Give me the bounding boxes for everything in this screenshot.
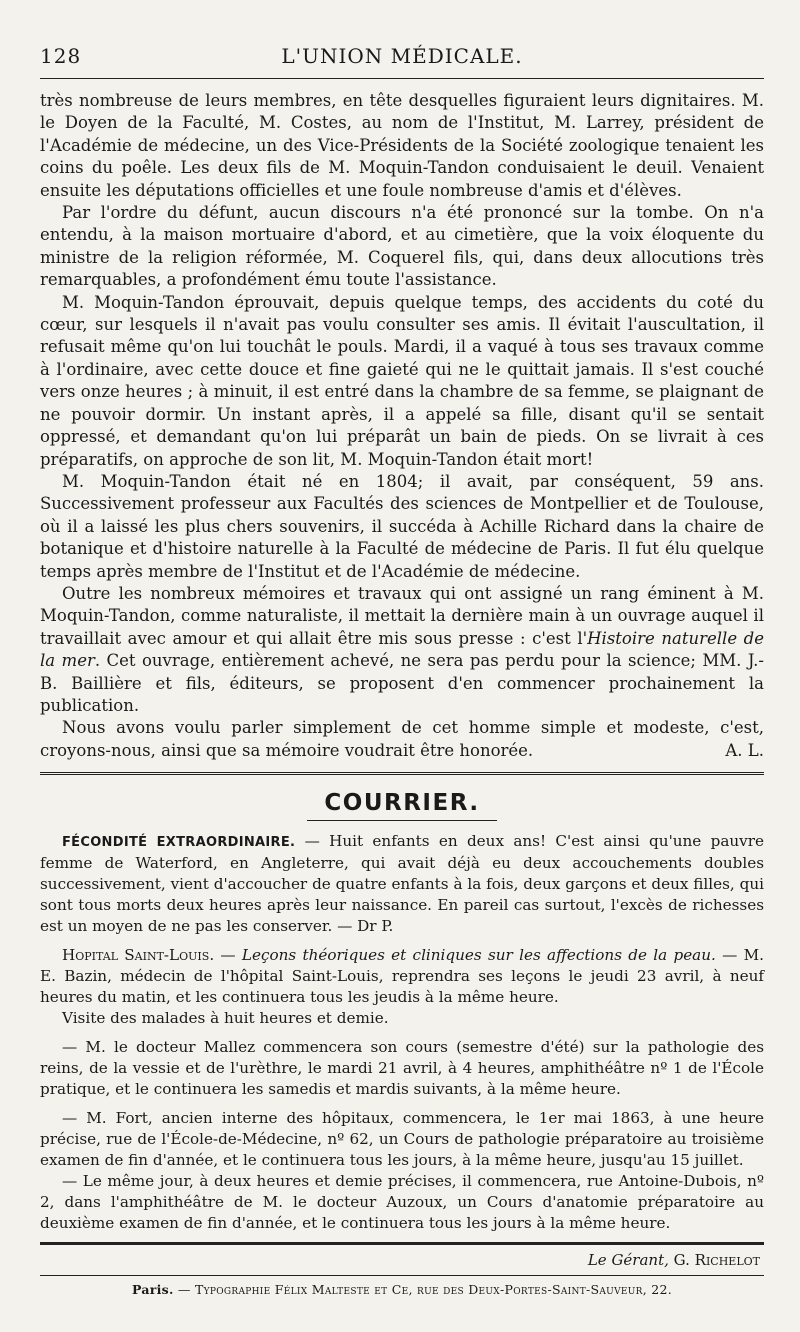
section-divider bbox=[40, 772, 764, 778]
courrier-item-saint-louis bbox=[40, 945, 764, 1008]
item-text: — Huit enfants en deux ans! C'est ainsi qu'une pauvre femme de Waterford, en Angleterre, qui avait déjà eu deux accouchements doubles successivement, vient d'accoucher de quatre enfants à la fois, deux garçons et deux filles, qui sont tous morts deux heures après leur naissance. En pareil cas surtout, l'excès de richesses est un moyen de ne pas les conserver. — Dr P. bbox=[40, 832, 764, 936]
courrier-item-visite: Visite des malades à huit heures et demie. bbox=[62, 1009, 389, 1028]
courrier-section bbox=[40, 831, 764, 1234]
spacer bbox=[40, 1100, 764, 1108]
footer-rule bbox=[40, 1242, 764, 1245]
item-course-title: Leçons théoriques et cliniques sur les affections de la peau. bbox=[241, 946, 716, 965]
journal-title: L'UNION MÉDICALE. bbox=[281, 44, 523, 68]
gerant-name: G. Richelot bbox=[673, 1251, 760, 1270]
page-number: 128 bbox=[40, 44, 82, 68]
article-paragraph-2: Par l'ordre du défunt, aucun discours n'a été prononcé sur la tombe. On n'a entendu, à la maison mortuaire d'abord, et au cimetière, que la voix éloquente du ministre de la religion réformée, M. Coquerel fils, qui, dans deux allocutions très remarquables, a profondément ému toute l'assistance. bbox=[40, 203, 764, 290]
p5-text-start: Outre les nombreux mémoires et travaux qui ont assigné un rang éminent à M. Moquin-Tandon, comme naturaliste, il mettait la dernière main à un ouvrage auquel il travaillait avec amour et qui allait être mis sous presse : c'est l' bbox=[40, 583, 764, 648]
obituary-article bbox=[40, 90, 764, 762]
item-lead: Hopital Saint-Louis. bbox=[62, 946, 215, 965]
imprint-text: — Typographie Félix Malteste et Ce, rue des Deux-Portes-Saint-Sauveur, 22. bbox=[173, 1282, 673, 1298]
article-paragraph-3: M. Moquin-Tandon éprouvait, depuis quelque temps, des accidents du coté du cœur, sur lesquels il n'avait pas voulu consulter ses amis. Il évitait l'auscultation, il refusait même qu'on lui touchât le pouls. Mardi, il a vaqué à tous ses travaux comme à l'ordinaire, avec cette douce et fine gaieté qui ne le quittait jamais. Il s'est couché vers onze heures ; à minuit, il est entré dans la chambre de sa femme, se plaignant de ne pouvoir dormir. Un instant après, il a appelé sa fille, disant qu'il se sentait oppressé, et demandant qu'on lui préparât un bain de pieds. On se livrait à ces préparatifs, on approche de son lit, M. Moquin-Tandon était mort! bbox=[40, 292, 764, 469]
p5-text-end: . Cet ouvrage, entièrement achevé, ne sera pas perdu pour la science; MM. J.-B. Baillière et fils, éditeurs, se proposent d'en commencer prochainement la publication. bbox=[40, 651, 764, 715]
heading-rule bbox=[307, 820, 497, 821]
item-text: — M. E. Bazin, médecin de l'hôpital Saint-Louis, reprendra ses leçons le jeudi 23 avril, à neuf heures du matin, et les continuera tous les jeudis à la même heure. bbox=[40, 946, 764, 1007]
courrier-heading: COURRIER. bbox=[324, 790, 480, 817]
le-gerant-label: Le Gérant, bbox=[587, 1251, 669, 1270]
p6-text: Nous avons voulu parler simplement de cet homme simple et modeste, c'est, croyons-nous, ainsi que sa mémoire voudrait être honorée. bbox=[40, 718, 764, 760]
printer-imprint bbox=[40, 1282, 764, 1297]
article-paragraph-6 bbox=[40, 717, 764, 762]
article-paragraph-5 bbox=[40, 583, 764, 717]
item-lead: FÉCONDITÉ EXTRAORDINAIRE. bbox=[62, 835, 296, 851]
author-initials: A. L. bbox=[725, 740, 764, 760]
book-title: Histoire naturelle de la mer bbox=[40, 628, 765, 671]
footer-rule-thin bbox=[40, 1275, 764, 1276]
courrier-item-fecondite bbox=[40, 831, 764, 937]
courrier-item-anatomie: — Le même jour, à deux heures et demie précises, il commencera, rue Antoine-Dubois, nº 2, dans l'amphithéâtre de M. le docteur Auzoux, un Cours d'anatomie préparatoire au deuxième examen de fin d'année, et le continuera tous les jours à la même heure. bbox=[40, 1172, 764, 1233]
spacer bbox=[40, 937, 764, 945]
manager-signature bbox=[40, 1251, 760, 1269]
imprint-city: Paris. bbox=[131, 1282, 174, 1298]
courrier-item-fort: — M. Fort, ancien interne des hôpitaux, commencera, le 1er mai 1863, à une heure précise, rue de l'École-de-Médecine, nº 62, un Cours de pathologie préparatoire au troisième examen de fin d'année, et le continuera tous les jours, à la même heure, jusqu'au 15 juillet. bbox=[40, 1109, 764, 1170]
article-paragraph-4: M. Moquin-Tandon était né en 1804; il avait, par conséquent, 59 ans. Successivement professeur aux Facultés des sciences de Montpellier et de Toulouse, où il a laissé les plus chers souvenirs, il succéda à Achille Richard dans la chaire de botanique et d'histoire naturelle à la Faculté de médecine de Paris. Il fut élu quelque temps après membre de l'Institut et de l'Académie de médecine. bbox=[40, 471, 764, 581]
running-head bbox=[40, 38, 764, 72]
item-dash: — bbox=[214, 946, 242, 965]
header-rule bbox=[40, 78, 764, 79]
article-paragraph-1: très nombreuse de leurs membres, en tête desquelles figuraient leurs dignitaires. M. le Doyen de la Faculté, M. Costes, au nom de l'Institut, M. Larrey, président de l'Académie de médecine, un des Vice-Présidents de la Société zoologique tenaient les coins du poêle. Les deux fils de M. Moquin-Tandon conduisaient le deuil. Venaient ensuite les députations officielles et une foule nombreuse d'amis et d'élèves. bbox=[40, 91, 764, 200]
spacer bbox=[40, 1029, 764, 1037]
courrier-item-mallez: — M. le docteur Mallez commencera son cours (semestre d'été) sur la pathologie des reins, de la vessie et de l'urèthre, le mardi 21 avril, à 4 heures, amphithéâtre nº 1 de l'École pratique, et le continuera les samedis et mardis suivants, à la même heure. bbox=[40, 1038, 764, 1099]
